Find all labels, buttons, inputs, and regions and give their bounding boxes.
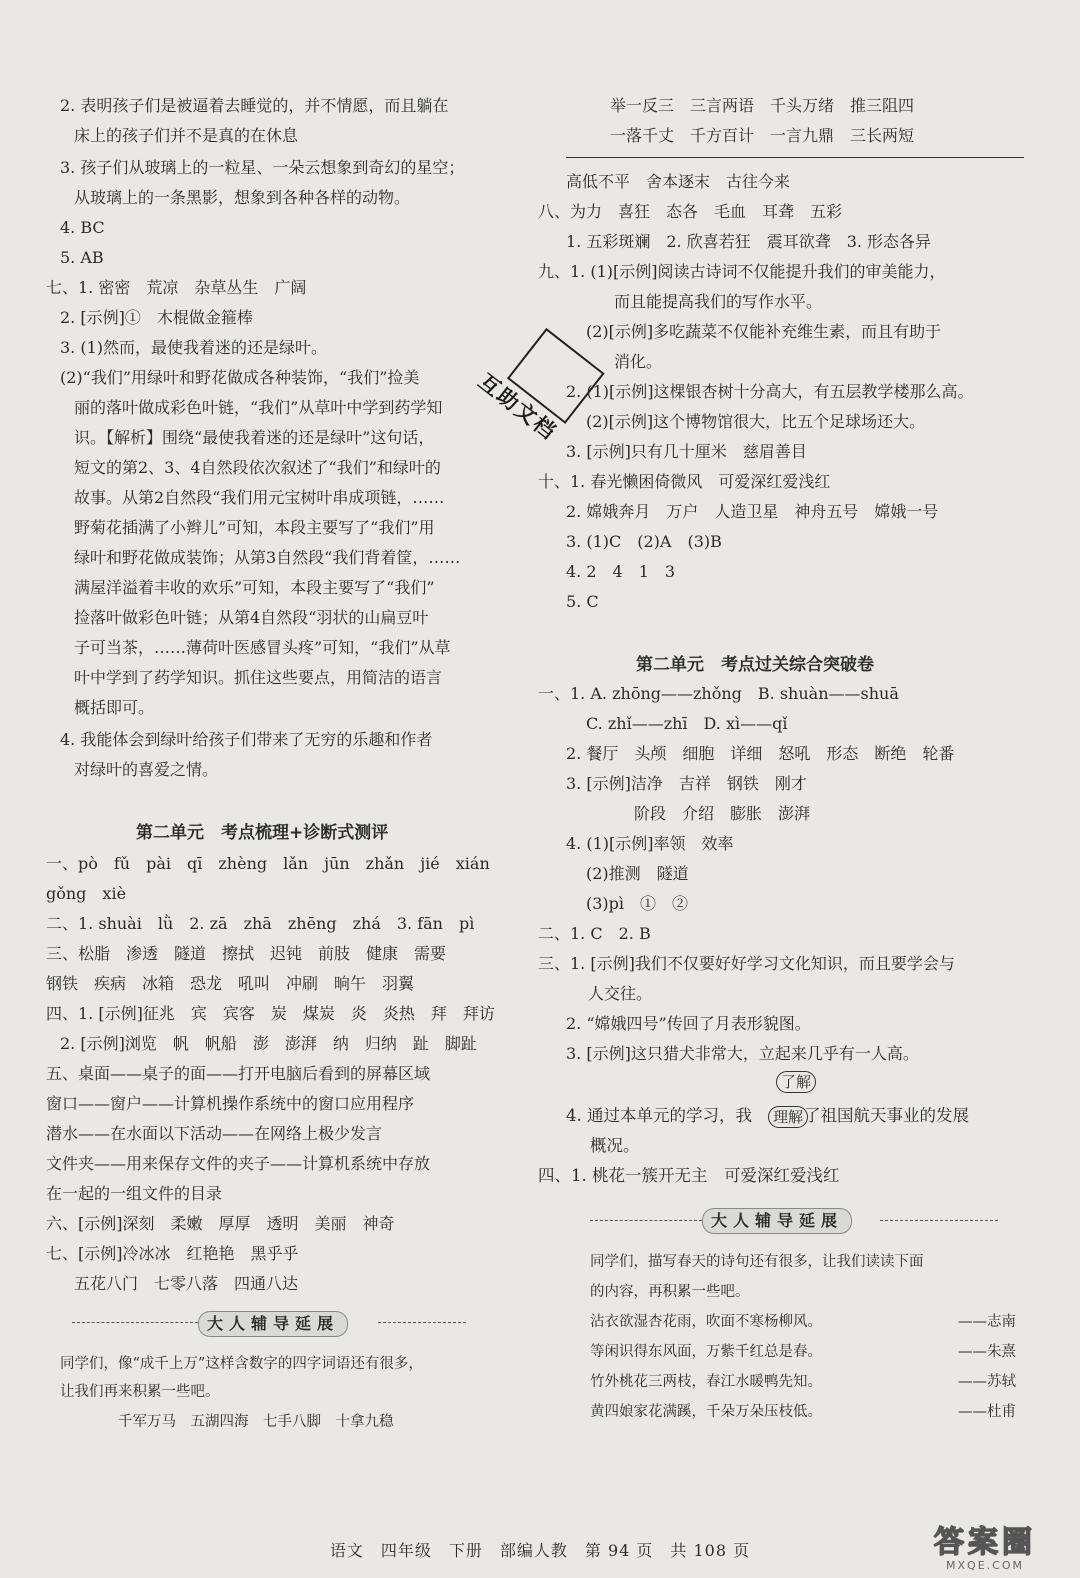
answer-line: 十、1. 春光懒困倚微风 可爱深红爱浅红 (538, 472, 831, 491)
page-footer: 语文 四年级 下册 部编人教 第 94 页 共 108 页 (329, 1541, 751, 1560)
extension-line-left: 让我们再来积累一些吧。 (60, 1384, 220, 1400)
answer-line: 一、1. A. zhōng——zhǒng B. shuàn——shuā (538, 684, 899, 703)
stamp-label: 互助文档 (473, 369, 562, 445)
answer-line: 1. 五彩斑斓 2. 欣喜若狂 震耳欲聋 3. 形态各异 (566, 232, 932, 251)
answer-line: 子可当茶，……薄荷叶医感冒头疼”可知，“我们”从草 (74, 638, 451, 657)
answer-line: gǒng xiè (46, 884, 127, 903)
answer-line: 故事。从第2自然段“我们用元宝树叶串成项链，…… (74, 488, 445, 507)
answer-line: 举一反三 三言两语 千头万绪 推三阻四 (610, 96, 915, 115)
answer-line: 5. AB (60, 248, 104, 267)
answer-line: 九、1. (1)[示例]阅读古诗词不仅能提升我们的审美能力， (538, 262, 946, 281)
answer-line: 4. 我能体会到绿叶给孩子们带来了无穷的乐趣和作者 (60, 730, 433, 749)
answer-line: 对绿叶的喜爱之情。 (74, 760, 219, 779)
watermark-logo (900, 1526, 1070, 1574)
answer-line: (3)pì ① ② (586, 894, 689, 913)
poem-line: 沾衣欲湿杏花雨，吹面不寒杨柳风。 (590, 1314, 822, 1330)
answer-line: 4. BC (60, 218, 105, 237)
poem-author: ——志南 (958, 1314, 1016, 1330)
poem-author: ——苏轼 (958, 1374, 1016, 1390)
answer-line: 3. (1)C (2)A (3)B (566, 532, 722, 551)
divider (880, 1220, 998, 1221)
answer-line: 捡落叶做彩色叶链；从第4自然段“羽状的山扁豆叶 (74, 608, 429, 627)
answer-line: 野菊花插满了小辫儿”可知，本段主要写了“我们”用 (74, 518, 435, 537)
answer-line: 2. 餐厅 头颅 细胞 详细 怒吼 形态 断绝 轮番 (566, 744, 955, 763)
answer-line: 3. [示例]只有几十厘米 慈眉善目 (566, 442, 807, 461)
poem-line: 竹外桃花三两枝，春江水暖鸭先知。 (590, 1374, 822, 1390)
answer-line: 七、[示例]冷冰冰 红艳艳 黑乎乎 (46, 1244, 299, 1263)
answer-line: 而且能提高我们的写作水平。 (614, 292, 823, 311)
answer-line: 满屋洋溢着丰收的欢乐”可知，本段主要写了“我们” (74, 578, 435, 597)
watermark-url: MXQE.COM (946, 1559, 1024, 1572)
answer-line: (2)[示例]这个博物馆很大，比五个足球场还大。 (586, 412, 926, 431)
poem-line: 等闲识得东风面，万紫千红总是春。 (590, 1344, 822, 1360)
answer-line-q4: 4. 通过本单元的学习，我 了祖国航天事业的发展 (566, 1106, 969, 1125)
divider (378, 1322, 466, 1323)
correction-oval-original: 理解 (768, 1106, 808, 1128)
answer-line: 人交往。 (588, 984, 653, 1003)
divider (72, 1322, 198, 1323)
answer-line: (2)“我们”用绿叶和野花做成各种装饰，“我们”捡美 (60, 368, 420, 387)
divider (590, 1220, 702, 1221)
answer-line: 五花八门 七零八落 四通八达 (74, 1274, 299, 1293)
section-title-comprehensive: 第二单元 考点过关综合突破卷 (636, 655, 874, 675)
answer-line: 4. (1)[示例]率领 效率 (566, 834, 734, 853)
answer-line: 3. 孩子们从玻璃上的一粒星、一朵云想象到奇幻的星空； (60, 158, 465, 177)
answer-line: 三、松脂 渗透 隧道 擦拭 迟钝 前肢 健康 需要 (46, 944, 447, 963)
answer-line: (2)[示例]多吃蔬菜不仅能补充维生素，而且有助于 (586, 322, 942, 341)
answer-line: 三、1. [示例]我们不仅要好好学习文化知识，而且要学会与 (538, 954, 955, 973)
answer-line: 床上的孩子们并不是真的在休息 (74, 126, 299, 145)
watermark-text: 答案圈 (934, 1525, 1036, 1560)
answer-line: 六、[示例]深刻 柔嫩 厚厚 透明 美丽 神奇 (46, 1214, 395, 1233)
answer-line: 3. [示例]这只猎犬非常大，立起来几乎有一人高。 (566, 1044, 919, 1063)
answer-line: 叶中学到了药学知识。抓住这些要点，用简洁的语言 (74, 668, 443, 687)
answer-line-q4-cont: 概况。 (590, 1136, 640, 1155)
answer-line: 窗口——窗户——计算机操作系统中的窗口应用程序 (46, 1094, 415, 1113)
answer-line: 2. (1)[示例]这棵银杏树十分高大，有五层教学楼那么高。 (566, 382, 974, 401)
answer-line: 概括即可。 (74, 698, 155, 717)
poem-line: 黄四娘家花满蹊，千朵万朵压枝低。 (590, 1404, 822, 1420)
answer-line: 文件夹——用来保存文件的夹子——计算机系统中存放 (46, 1154, 431, 1173)
answer-line-s4: 四、1. 桃花一簇开无主 可爱深红爱浅红 (538, 1166, 840, 1185)
answer-line: 5. C (566, 592, 599, 611)
answer-line: 2. [示例]浏览 帆 帆船 澎 澎湃 纳 归纳 趾 脚趾 (60, 1034, 477, 1053)
answer-line: 2. “嫦娥四号”传回了月表形貌图。 (566, 1014, 811, 1033)
answer-line: 二、1. C 2. B (538, 924, 651, 943)
extension-line-left: 千军万马 五湖四海 七手八脚 十拿九稳 (118, 1414, 394, 1430)
answer-line: 2. 嫦娥奔月 万户 人造卫星 神舟五号 嫦娥一号 (566, 502, 939, 521)
poem-author: ——杜甫 (958, 1404, 1016, 1420)
answer-line: (2)推测 隧道 (586, 864, 689, 883)
answer-line: 高低不平 舍本逐末 古往今来 (566, 172, 791, 191)
answer-line: 一、pò fǔ pài qī zhèng lǎn jūn zhǎn jié xián (46, 854, 490, 873)
answer-line: 4. 2 4 1 3 (566, 562, 676, 581)
answer-line: 在一起的一组文件的目录 (46, 1184, 223, 1203)
answer-line: 五、桌面——桌子的面——打开电脑后看到的屏幕区域 (46, 1064, 431, 1083)
extension-line-left: 同学们，像“成千上万”这样含数字的四字词语还有很多， (60, 1356, 423, 1372)
answer-line: 阶段 介绍 膨胀 澎湃 (634, 804, 811, 823)
banner-right: 大人辅导延展 (702, 1208, 852, 1234)
answer-line: 一落千丈 千方百计 一言九鼎 三长两短 (610, 126, 915, 145)
answer-line: 七、1. 密密 荒凉 杂草丛生 广阔 (46, 278, 307, 297)
answer-line: 2. [示例]① 木棍做金箍棒 (60, 308, 253, 327)
extension-intro-right: 的内容，再积累一些吧。 (590, 1284, 750, 1300)
answer-line: 钢铁 疾病 冰箱 恐龙 吼叫 冲刷 晌午 羽翼 (46, 974, 415, 993)
answer-line: 识。【解析】围绕“最使我着迷的还是绿叶”这句话， (74, 428, 435, 447)
answer-line: 二、1. shuài lǜ 2. zā zhā zhēng zhá 3. fān pì (46, 914, 475, 933)
rule (566, 157, 1024, 158)
answer-line: 短文的第2、3、4自然段依次叙述了“我们”和绿叶的 (74, 458, 441, 477)
extension-intro-right: 同学们，描写春天的诗句还有很多，让我们读读下面 (590, 1254, 924, 1270)
correction-oval-replacement: 了解 (776, 1071, 816, 1093)
answer-line: 从玻璃上的一条黑影，想象到各种各样的动物。 (74, 188, 411, 207)
answer-line: C. zhǐ——zhī D. xì——qǐ (586, 714, 788, 733)
answer-line: 消化。 (614, 352, 663, 371)
answer-line: 3. [示例]洁净 吉祥 钢铁 刚才 (566, 774, 807, 793)
poem-author: ——朱熹 (958, 1344, 1016, 1360)
section-title-diagnostic: 第二单元 考点梳理+诊断式测评 (136, 823, 389, 843)
answer-line: 丽的落叶做成彩色叶链，“我们”从草叶中学到药学知 (74, 398, 443, 417)
banner-left: 大人辅导延展 (198, 1311, 348, 1337)
answer-line: 八、为力 喜狂 态各 毛血 耳聋 五彩 (538, 202, 843, 221)
answer-line: 2. 表明孩子们是被逼着去睡觉的，并不情愿，而且躺在 (60, 96, 449, 115)
answer-line: 潜水——在水面以下活动——在网络上极少发言 (46, 1124, 383, 1143)
answer-line: 绿叶和野花做成装饰；从第3自然段“我们背着筐，…… (74, 548, 461, 567)
answer-line: 3. (1)然而，最使我着迷的还是绿叶。 (60, 338, 328, 357)
answer-line: 四、1. [示例]征兆 宾 宾客 炭 煤炭 炎 炎热 拜 拜访 (46, 1004, 495, 1023)
